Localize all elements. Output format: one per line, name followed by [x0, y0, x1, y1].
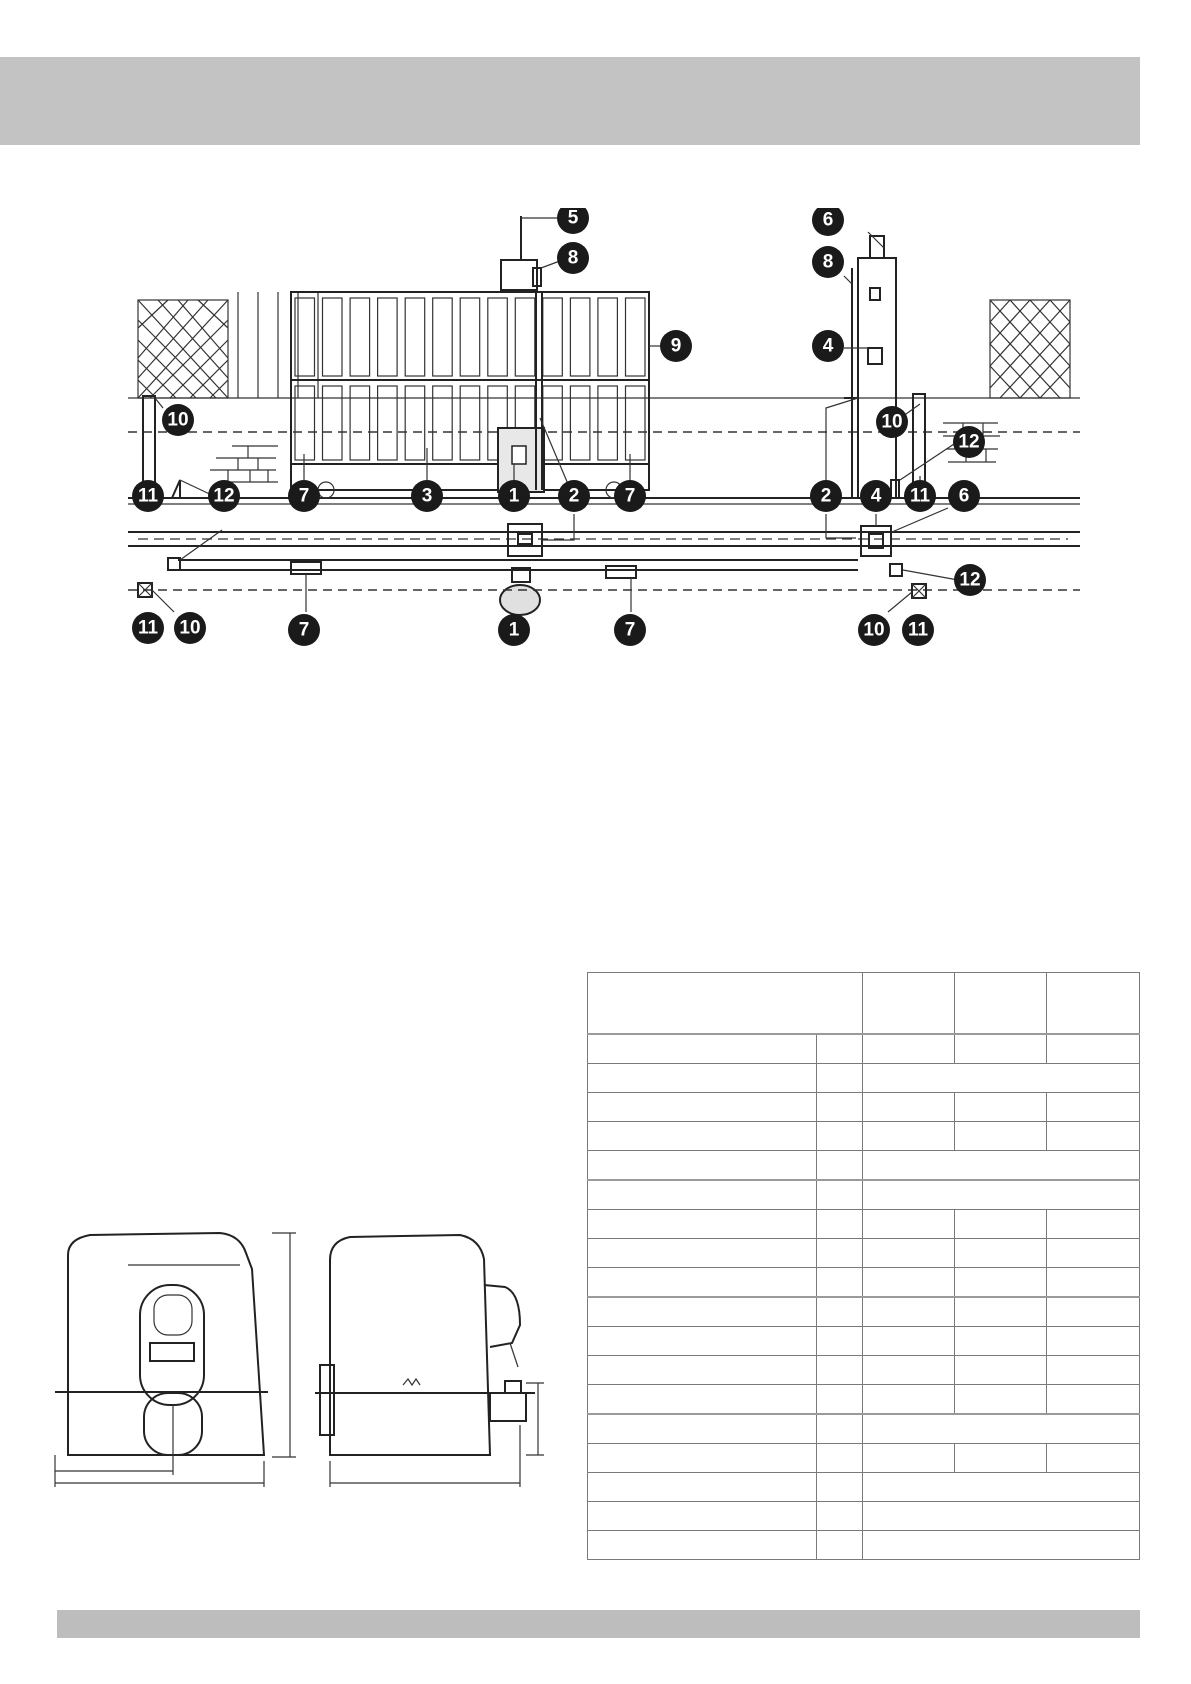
table-cell [955, 1268, 1047, 1298]
table-cell [588, 1531, 817, 1560]
table-cell [863, 1122, 955, 1151]
table-cell [817, 1414, 863, 1444]
specifications-table [587, 972, 1140, 1560]
table-cell [1047, 1268, 1140, 1298]
svg-text:8: 8 [822, 251, 834, 273]
table-cell [955, 1093, 1047, 1122]
table-row [588, 1444, 1140, 1473]
table-row [588, 1093, 1140, 1122]
svg-text:6: 6 [958, 485, 970, 507]
table-cell [588, 1502, 817, 1531]
table-cell [817, 1180, 863, 1210]
table-cell [817, 1239, 863, 1268]
table-cell [588, 1151, 817, 1181]
table-cell [863, 1064, 1140, 1093]
table-cell [955, 1239, 1047, 1268]
svg-text:7: 7 [298, 485, 310, 507]
table-cell [863, 1297, 955, 1327]
gate-panel [488, 298, 508, 376]
svg-text:10: 10 [167, 409, 189, 431]
gate-panel [405, 386, 425, 460]
callout-key-selector-plan [860, 480, 892, 512]
motor-dimension-drawing [50, 1225, 570, 1525]
table-row [588, 1210, 1140, 1239]
gate-panel [350, 386, 370, 460]
table-row [588, 1180, 1140, 1210]
table-row [588, 1297, 1140, 1327]
table-cell [863, 1502, 1140, 1531]
svg-text:4: 4 [870, 485, 882, 507]
table-row [588, 1034, 1140, 1064]
gate-panel [598, 386, 618, 460]
callout-photocell-plan-left [174, 612, 206, 644]
right-pillar [844, 236, 896, 498]
callout-motor [498, 480, 530, 512]
table-cell [588, 1327, 817, 1356]
callout-rack [411, 480, 443, 512]
table-cell [863, 1239, 955, 1268]
table-row [588, 1385, 1140, 1415]
callout-photocell-left [162, 404, 194, 436]
callout-post-plan-left [132, 612, 164, 644]
table-cell [1047, 1210, 1140, 1239]
table-row [588, 1122, 1140, 1151]
gate-panel [570, 386, 590, 460]
gate-panel [570, 298, 590, 376]
gate-panel [626, 298, 646, 376]
table-cell [955, 1034, 1047, 1064]
table-cell [588, 1122, 817, 1151]
callout-stop-left [208, 480, 240, 512]
table-cell [863, 1531, 1140, 1560]
svg-text:11: 11 [907, 619, 929, 641]
table-cell [955, 973, 1047, 1035]
svg-text:3: 3 [421, 485, 433, 507]
leader-lines [152, 218, 958, 612]
gate-panel [378, 386, 398, 460]
table-cell [863, 1093, 955, 1122]
table-cell [863, 1444, 955, 1473]
table-cell [817, 1502, 863, 1531]
gate-panel [543, 298, 563, 376]
table-cell [588, 1210, 817, 1239]
table-cell [1047, 1356, 1140, 1385]
callout-photocell-plan-right [858, 614, 890, 646]
table-cell [1047, 1327, 1140, 1356]
table-cell [817, 1473, 863, 1502]
svg-text:2: 2 [568, 485, 580, 507]
callout-limit-left [288, 480, 320, 512]
table-cell [817, 1093, 863, 1122]
table-cell [588, 1034, 817, 1064]
table-cell [1047, 1093, 1140, 1122]
plan-view [128, 524, 1080, 615]
svg-text:4: 4 [822, 335, 834, 357]
table-cell [863, 1210, 955, 1239]
table-cell [1047, 1034, 1140, 1064]
table-cell [863, 1473, 1140, 1502]
installation-diagram [128, 208, 1080, 710]
table-cell [955, 1385, 1047, 1415]
table-cell [588, 1239, 817, 1268]
callout-limit-right [614, 480, 646, 512]
table-cell [1047, 973, 1140, 1035]
table-row [588, 1268, 1140, 1298]
fence-right [990, 300, 1070, 398]
table-cell [817, 1064, 863, 1093]
gate-leaf [291, 292, 649, 498]
table-row [588, 1327, 1140, 1356]
table-cell [588, 1180, 817, 1210]
header-band [0, 57, 1140, 145]
svg-text:10: 10 [863, 619, 885, 641]
table-row [588, 1414, 1140, 1444]
callout-key-selector [812, 330, 844, 362]
svg-text:1: 1 [508, 485, 520, 507]
table-cell [817, 1297, 863, 1327]
table-row [588, 1064, 1140, 1093]
table-cell [955, 1122, 1047, 1151]
footer-band [57, 1610, 1140, 1638]
gate-panel [350, 298, 370, 376]
callout-post-right [904, 480, 936, 512]
gate-panel [598, 298, 618, 376]
callout-photocell-pillar [812, 246, 844, 278]
callout-stop-plan-right [954, 564, 986, 596]
table-cell [863, 973, 955, 1035]
table-cell [588, 1093, 817, 1122]
callout-gate-leaf [660, 330, 692, 362]
table-cell [817, 1356, 863, 1385]
svg-text:12: 12 [213, 485, 235, 507]
svg-text:12: 12 [958, 431, 980, 453]
gate-panel [378, 298, 398, 376]
table-cell [588, 973, 863, 1035]
brick-wall-left [210, 446, 278, 482]
table-cell [1047, 1385, 1140, 1415]
callout-photocell-gate [558, 480, 590, 512]
table-header-row [588, 973, 1140, 1035]
table-cell [955, 1356, 1047, 1385]
svg-text:10: 10 [179, 617, 201, 639]
table-row [588, 1151, 1140, 1181]
callout-limit-plan-right [614, 614, 646, 646]
callout-photocell-post [810, 480, 842, 512]
gate-panel [433, 386, 453, 460]
table-cell [863, 1385, 955, 1415]
table-cell [588, 1444, 817, 1473]
table-cell [863, 1414, 1140, 1444]
svg-text:11: 11 [137, 617, 159, 639]
table-row [588, 1502, 1140, 1531]
table-cell [1047, 1239, 1140, 1268]
table-cell [817, 1385, 863, 1415]
table-row [588, 1473, 1140, 1502]
gate-panel [460, 298, 480, 376]
callout-stop-right [953, 426, 985, 458]
svg-text:7: 7 [624, 619, 636, 641]
callout-motor-plan [498, 614, 530, 646]
table-cell [863, 1034, 955, 1064]
svg-text:11: 11 [137, 485, 159, 507]
table-cell [955, 1444, 1047, 1473]
gate-panel [405, 298, 425, 376]
gate-panel [433, 298, 453, 376]
table-cell [817, 1122, 863, 1151]
svg-text:11: 11 [909, 485, 931, 507]
table-cell [817, 1327, 863, 1356]
svg-text:10: 10 [881, 411, 903, 433]
table-cell [588, 1268, 817, 1298]
table-row [588, 1239, 1140, 1268]
table-cell [817, 1034, 863, 1064]
callout-post-plan-right [902, 614, 934, 646]
gate-panel [323, 298, 343, 376]
table-cell [955, 1327, 1047, 1356]
table-cell [817, 1444, 863, 1473]
table-cell [1047, 1444, 1140, 1473]
svg-text:5: 5 [567, 208, 579, 229]
table-cell [863, 1180, 1140, 1210]
gate-panel [626, 386, 646, 460]
table-cell [1047, 1297, 1140, 1327]
svg-text:12: 12 [959, 569, 981, 591]
gate-panel [515, 298, 535, 376]
svg-text:8: 8 [567, 247, 579, 269]
table-cell [817, 1268, 863, 1298]
svg-text:9: 9 [670, 335, 682, 357]
motor-side-view [315, 1235, 544, 1487]
svg-text:2: 2 [820, 485, 832, 507]
table-row [588, 1531, 1140, 1560]
gate-panel [323, 386, 343, 460]
table-cell [588, 1064, 817, 1093]
callout-antenna [557, 208, 589, 234]
table-cell [817, 1210, 863, 1239]
callout-limit-plan-left [288, 614, 320, 646]
svg-text:7: 7 [298, 619, 310, 641]
table-row [588, 1356, 1140, 1385]
svg-text:1: 1 [508, 619, 520, 641]
motor-front-view [55, 1233, 296, 1487]
svg-text:6: 6 [822, 209, 834, 231]
table-cell [588, 1414, 817, 1444]
table-cell [863, 1327, 955, 1356]
table-cell [863, 1268, 955, 1298]
callout-flashing-light-plan [948, 480, 980, 512]
table-cell [588, 1473, 817, 1502]
table-cell [817, 1151, 863, 1181]
table-cell [588, 1356, 817, 1385]
table-cell [955, 1210, 1047, 1239]
svg-text:7: 7 [624, 485, 636, 507]
gate-panel [460, 386, 480, 460]
callout-photocell-column [557, 242, 589, 274]
callout-flashing-light [812, 208, 844, 236]
callout-post-left [132, 480, 164, 512]
table-cell [863, 1151, 1140, 1181]
table-cell [588, 1297, 817, 1327]
table-cell [588, 1385, 817, 1415]
callout-photocell-right [876, 406, 908, 438]
table-cell [1047, 1122, 1140, 1151]
stop-left [172, 480, 180, 498]
table-cell [863, 1356, 955, 1385]
table-cell [817, 1531, 863, 1560]
table-cell [955, 1297, 1047, 1327]
